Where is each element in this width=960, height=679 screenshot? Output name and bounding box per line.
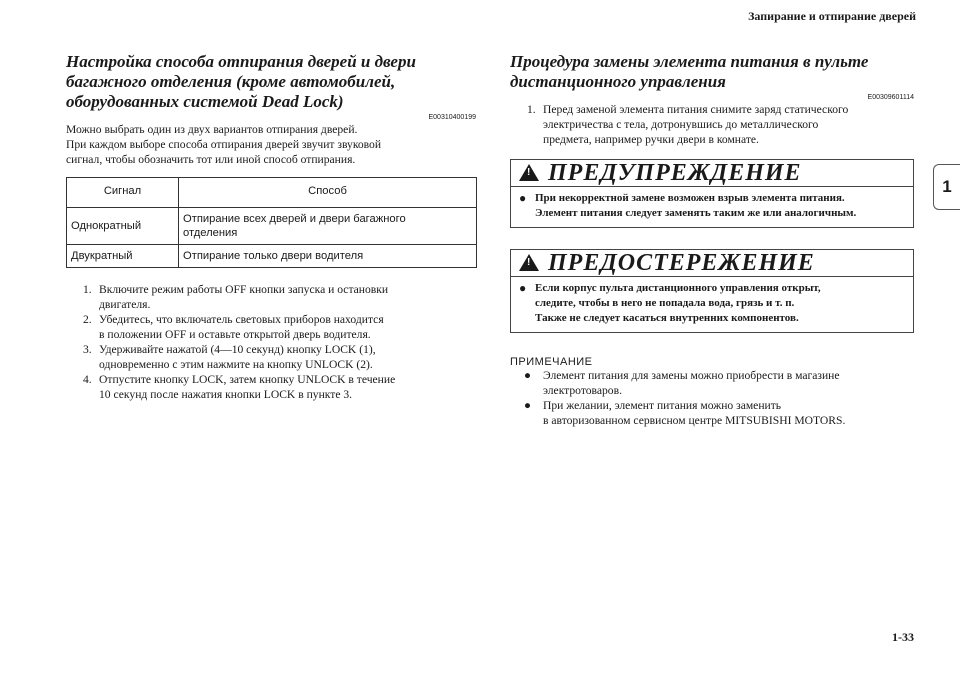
- caution-body: [511, 276, 913, 332]
- cell-signal: Однократный: [67, 208, 179, 245]
- cell-line: Отпирание всех дверей и двери багажного: [183, 213, 406, 225]
- caution-line: следите, чтобы в него не попадала вода, грязь и т. п.: [535, 297, 795, 309]
- warning-line: Элемент питания следует заменять таким же или аналогичным.: [535, 207, 857, 219]
- steps-list: [510, 102, 914, 147]
- section-title-door-unlock: [66, 52, 476, 112]
- left-column: [66, 52, 476, 402]
- warning-body: [511, 186, 913, 227]
- caution-item: [519, 281, 905, 326]
- intro-paragraph: [66, 122, 476, 167]
- step-line: предмета, например ручки двери в комнате.: [543, 133, 759, 146]
- caution-triangle-icon: [519, 254, 539, 271]
- title-line: дистанционного управления: [510, 72, 726, 91]
- step-line: Отпустите кнопку LOCK, затем кнопку UNLOCK в течение: [99, 373, 396, 386]
- warning-line: При некорректной замене возможен взрыв элемента питания.: [535, 192, 845, 204]
- bullet-icon: ●: [519, 191, 527, 205]
- caution-glyph: !: [527, 256, 531, 268]
- title-line: Настройка способа отпирания дверей и двери: [66, 52, 416, 71]
- section-code: E00309601114: [867, 94, 914, 101]
- step-line: Убедитесь, что включатель световых приборов находится: [99, 313, 384, 326]
- note-line: электротоваров.: [543, 384, 622, 397]
- cell-line: отделения: [183, 227, 238, 239]
- section-title-battery-replace: [510, 52, 914, 92]
- step-item: [66, 312, 476, 342]
- note-line: в авторизованном сервисном центре MITSUBISHI MOTORS.: [543, 414, 846, 427]
- step-number: 1.: [527, 103, 536, 116]
- note-section: [510, 356, 914, 428]
- step-item: [510, 102, 914, 147]
- cell-method: [179, 208, 477, 245]
- intro-line: сигнал, чтобы обозначить тот или иной способ отпирания.: [66, 153, 356, 166]
- warning-box: [510, 159, 914, 228]
- step-line: двигателя.: [99, 298, 151, 311]
- step-item: [66, 372, 476, 402]
- warning-title: ПРЕДУПРЕЖДЕНИЕ: [548, 160, 802, 186]
- bullet-icon: ●: [519, 281, 527, 295]
- page-number: 1-33: [892, 630, 914, 644]
- title-line: багажного отделения (кроме автомобилей,: [66, 72, 396, 91]
- step-number: 1.: [83, 283, 92, 296]
- note-line: При желании, элемент питания можно заменить: [543, 399, 782, 412]
- running-header: Запирание и отпирание дверей: [748, 9, 916, 23]
- note-line: Элемент питания для замены можно приобрести в магазине: [543, 369, 840, 382]
- table-row: [67, 245, 477, 268]
- step-number: 2.: [83, 313, 92, 326]
- cell-signal: Двукратный: [67, 245, 179, 268]
- step-line: электричества с тела, дотронувшись до металлического: [543, 118, 819, 131]
- caution-line: Также не следует касаться внутренних компонентов.: [535, 312, 799, 324]
- note-item: [510, 368, 914, 398]
- right-column: [510, 52, 914, 428]
- step-line: 10 секунд после нажатия кнопки LOCK в пункте 3.: [99, 388, 353, 401]
- title-line: Процедура замены элемента питания в пульте: [510, 52, 869, 71]
- header-signal: Сигнал: [67, 178, 179, 208]
- cell-method: Отпирание только двери водителя: [179, 245, 477, 268]
- note-item: [510, 398, 914, 428]
- caution-box: [510, 249, 914, 333]
- step-line: в положении OFF и оставьте открытой дверь водителя.: [99, 328, 371, 341]
- step-item: [66, 342, 476, 372]
- caution-header: [511, 250, 913, 276]
- step-line: Перед заменой элемента питания снимите заряд статического: [543, 103, 849, 116]
- warning-item: [519, 191, 905, 221]
- caution-title: ПРЕДОСТЕРЕЖЕНИЕ: [548, 250, 815, 276]
- signal-table: [66, 177, 477, 268]
- intro-line: Можно выбрать один из двух вариантов отпирания дверей.: [66, 123, 358, 136]
- section-code: E00310400199: [428, 114, 476, 121]
- step-line: Включите режим работы OFF кнопки запуска и остановки: [99, 283, 389, 296]
- step-number: 3.: [83, 343, 92, 356]
- step-line: одновременно с этим нажмите на кнопку UNLOCK (2).: [99, 358, 373, 371]
- bullet-icon: ●: [524, 399, 532, 412]
- bullet-icon: ●: [524, 369, 532, 382]
- note-label: ПРИМЕЧАНИЕ: [510, 356, 593, 368]
- caution-line: Если корпус пульта дистанционного управления открыт,: [535, 282, 821, 294]
- steps-list: [66, 282, 476, 402]
- warning-header: [511, 160, 913, 186]
- table-header-row: [67, 178, 477, 208]
- intro-line: При каждом выборе способа отпирания дверей звучит звуковой: [66, 138, 382, 151]
- title-line: оборудованных системой Dead Lock): [66, 92, 344, 111]
- step-item: [66, 282, 476, 312]
- warning-triangle-icon: [519, 164, 539, 181]
- warning-glyph: !: [527, 166, 531, 178]
- step-number: 4.: [83, 373, 92, 386]
- step-line: Удерживайте нажатой (4—10 секунд) кнопку LOCK (1),: [99, 343, 376, 356]
- chapter-tab: 1: [933, 164, 960, 210]
- header-method: Способ: [179, 178, 477, 208]
- table-row: [67, 208, 477, 245]
